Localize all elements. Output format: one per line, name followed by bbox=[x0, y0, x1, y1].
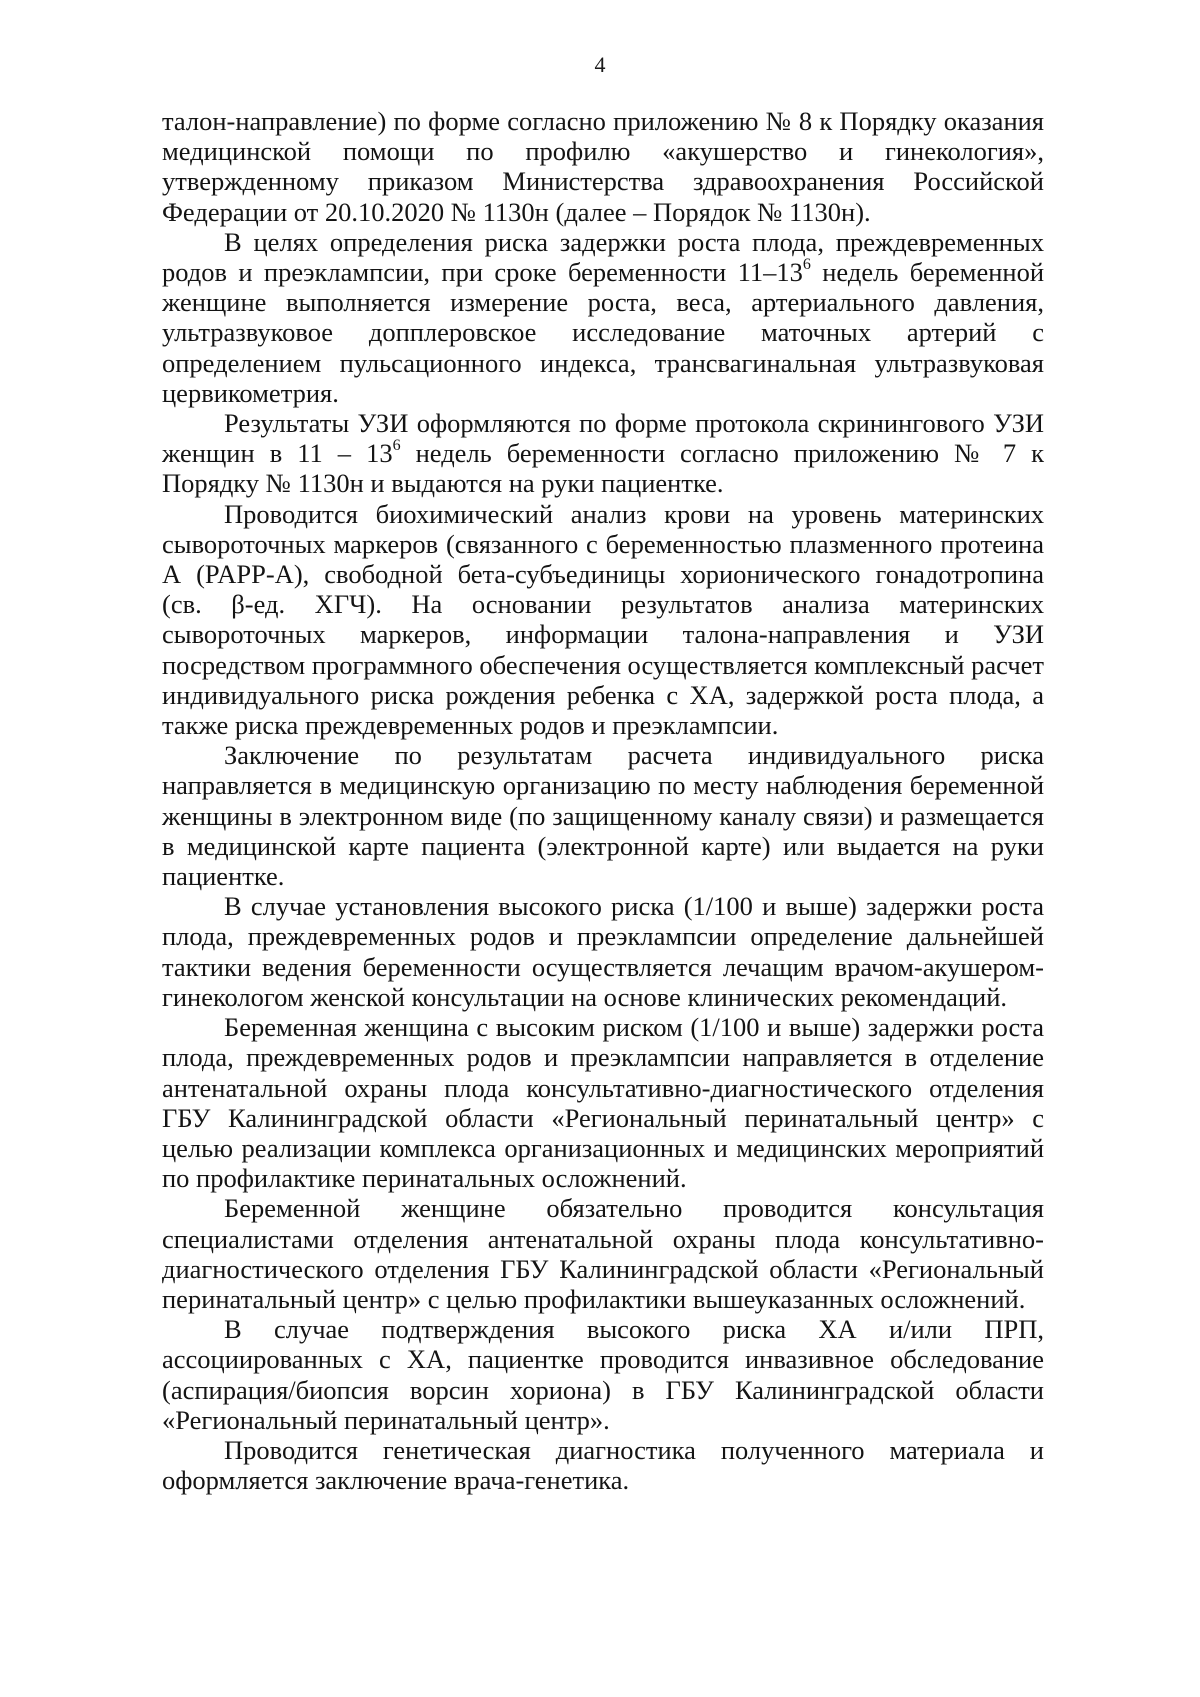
paragraph-p5 bbox=[162, 891, 1044, 1012]
paragraph-text: Результаты УЗИ оформляются по форме протокола скринингового УЗИ женщин в 11 – 13 bbox=[162, 408, 1044, 469]
paragraph-text: недель беременной женщине выполняется измерение роста, веса, артериального давления, ультразвуковое допплеровское исследование маточных артерий с определением пульсационного индекса, трансвагинальная ультразвуковая цервикометрия. bbox=[162, 257, 1044, 408]
paragraph-text: Беременной женщине обязательно проводится консультация специалистами отделения антенатальной охраны плода консультативно-диагностического отделения ГБУ Калининградской области «Региональный перинатальный центр» с целью профилактики вышеуказанных осложнений. bbox=[162, 1193, 1044, 1314]
paragraph-text: В случае установления высокого риска (1/100 и выше) задержки роста плода, преждевременных родов и преэклампсии определение дальнейшей тактики ведения беременности осуществляется лечащим врачом-акушером-гинекологом женской консультации на основе клинических рекомендаций. bbox=[162, 891, 1044, 1012]
paragraph-p6 bbox=[162, 1012, 1044, 1193]
paragraph-p9 bbox=[162, 1435, 1044, 1495]
paragraph-text: В целях определения риска задержки роста плода, преждевременных родов и преэклампсии, при сроке беременности 11–13 bbox=[162, 226, 1044, 288]
paragraph-p8 bbox=[162, 1314, 1044, 1435]
paragraph-text: Проводится генетическая диагностика полученного материала и оформляется заключение врача-генетика. bbox=[162, 1434, 1044, 1496]
paragraph-p3 bbox=[162, 499, 1044, 741]
paragraph-text: недель беременности согласно приложению № 7 к Порядку № 1130н и выдаются на руки пациентке. bbox=[162, 438, 1045, 499]
page-number: 4 bbox=[594, 52, 606, 77]
paragraph-p7 bbox=[162, 1193, 1044, 1314]
paragraph-text: талон-направление) по форме согласно приложению № 8 к Порядку оказания медицинской помощи по профилю «акушерство и гинекология», утвержденному приказом Министерства здравоохранения Российской Федерации от 20.10.2020 № 1130н (далее – Порядок № 1130н). bbox=[162, 106, 1044, 227]
paragraph-text: Заключение по результатам расчета индивидуального риска направляется в медицинскую организацию по месту наблюдения беременной женщины в электронном виде (по защищенному каналу связи) и размещается в медицинской карте пациента (электронной карте) или выдается на руки пациентке. bbox=[162, 740, 1044, 892]
paragraph-text: Беременная женщина с высоким риском (1/100 и выше) задержки роста плода, преждевременных родов и преэклампсии направляется в отделение антенатальной охраны плода консультативно-диагностического отделения ГБУ Калининградской области «Региональный перинатальный центр» с целью реализации комплекса организационных и медицинских мероприятий по профилактике перинатальных осложнений. bbox=[162, 1012, 1044, 1194]
superscript: 6 bbox=[802, 256, 811, 274]
superscript: 6 bbox=[392, 437, 401, 455]
paragraph-p0 bbox=[162, 106, 1044, 227]
paragraph-text: В случае подтверждения высокого риска ХА и/или ПРП, ассоциированных с ХА, пациентке проводится инвазивное обследование (аспирация/биопсия ворсин хориона) в ГБУ Калининградской области «Региональный перинатальный центр». bbox=[162, 1314, 1044, 1435]
paragraph-text: Проводится биохимический анализ крови на уровень материнских сывороточных маркеров (связанного с беременностью плазменного протеина А (PAPP-A), свободной бета-субъединицы хорионического гонадотропина (св. β-ед. ХГЧ). На основании результатов анализа материнских сывороточных маркеров, информации талона-направления и УЗИ посредством программного обеспечения осуществляется комплексный расчет индивидуального риска рождения ребенка с ХА, задержкой роста плода, а также риска преждевременных родов и преэклампсии. bbox=[162, 498, 1045, 741]
paragraph-p1 bbox=[162, 227, 1044, 408]
paragraph-p4 bbox=[162, 740, 1044, 891]
paragraph-p2 bbox=[162, 408, 1044, 499]
document-body bbox=[162, 106, 1044, 1495]
